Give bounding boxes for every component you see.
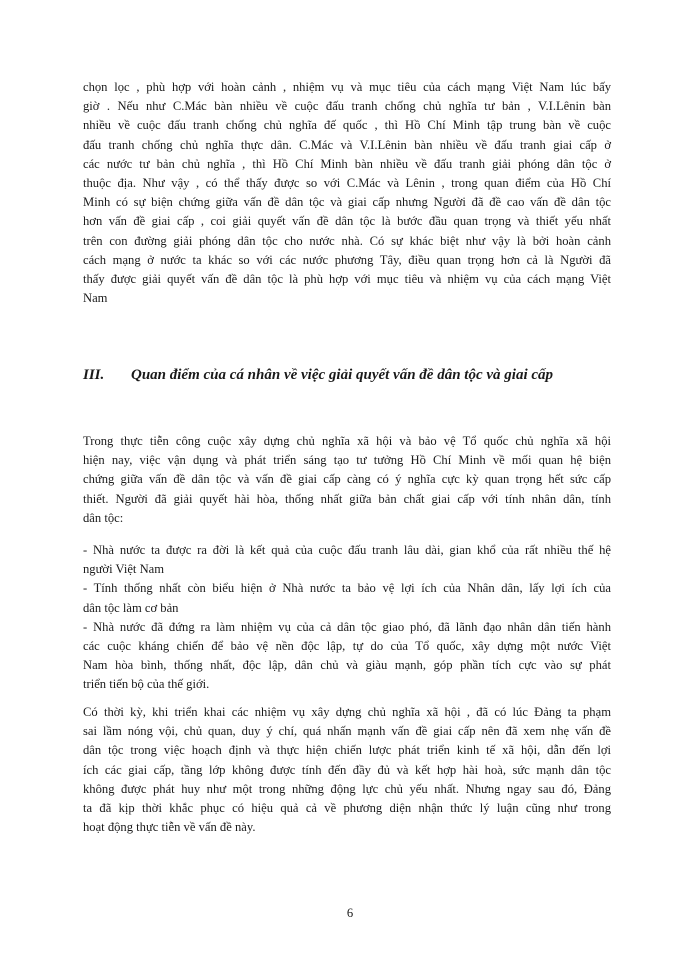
paragraph-party-mistakes — [83, 703, 611, 837]
text-line: ta đã kịp thời khắc phục có hiệu quả cả về phương diện nhận thức lý luận cũng như trong — [83, 801, 611, 816]
bullet-item — [83, 579, 611, 617]
text-line: trên con đường giải phóng dân tộc cho nước nhà. Có sự khác biệt như vậy là bởi hoàn cảnh — [83, 233, 611, 248]
text-line: dân tộc trong việc hoạch định và thực hiện chiến lược phát triển kinh tế xã hội, dẫn đến lợi — [83, 743, 611, 758]
text-line: Minh có sự biện chứng giữa vấn đề dân tộc và giai cấp nhưng Người đã đề cao vấn đề dân tộc — [83, 195, 611, 210]
text-line: giờ . Nếu như C.Mác bàn nhiều về cuộc đấu tranh chống chủ nghĩa tư bản , V.I.Lênin bàn — [83, 99, 611, 114]
text-line: hoạt động thực tiễn về vấn đề này. — [83, 820, 256, 835]
paragraph-hcm-vs-marx-lenin — [83, 78, 611, 308]
text-line: - Tính thống nhất còn biểu hiện ở Nhà nước ta bảo vệ lợi ích của Nhân dân, lấy lợi ích của — [83, 581, 611, 596]
text-line: người Việt Nam — [83, 562, 165, 577]
section-number: III. — [83, 367, 105, 383]
text-line: nhiều về cuộc đấu tranh chống chủ nghĩa đế quốc , thì Hồ Chí Minh tập trung bàn về cuộc — [83, 118, 611, 133]
text-line: ích các giai cấp, tầng lớp không được tính đến đầy đủ và kết hợp hài hoà, sức mạnh dân tộc — [83, 762, 611, 777]
text-line: thuộc địa. Như vậy , có thể thấy được so với C.Mác và Lênin , trong quan điểm của Hồ Chí — [83, 176, 611, 191]
text-line: dân tộc: — [83, 510, 124, 525]
text-line: không được phát huy như một trong những động lực chủ yếu nhất. Nhưng ngay sau đó, Đảng — [83, 781, 611, 796]
text-line: Trong thực tiễn công cuộc xây dựng chủ nghĩa xã hội và bảo vệ Tổ quốc chủ nghĩa xã hội — [83, 434, 611, 448]
text-line: thấy được giải quyết vấn đề dân tộc là phù hợp với mục tiêu và nhiệm vụ của cách mạng Việt — [83, 272, 611, 287]
text-line: các cuộc kháng chiến để bảo vệ nền độc lập, tự do của Tổ quốc, xây dựng một nước Việt — [83, 639, 611, 654]
text-line: Có thời kỳ, khi triển khai các nhiệm vụ xây dựng chủ nghĩa xã hội , đã có lúc Đảng ta phạm — [83, 705, 611, 719]
bullet-item — [83, 541, 611, 579]
text-line: dân tộc làm cơ bản — [83, 600, 179, 615]
page-number: 6 — [346, 906, 354, 920]
text-line: Nam — [83, 291, 108, 306]
text-line: chứng giữa vấn đề dân tộc và vấn đề giai cấp càng có ý nghĩa cực kỳ quan trọng hết sức cấp — [83, 472, 611, 487]
text-line: các nước tư bản chủ nghĩa , thì Hồ Chí Minh bàn nhiều về đấu tranh giải phóng dân tộc ở — [83, 156, 611, 171]
bullet-list — [83, 541, 611, 695]
text-line: đấu tranh chống chủ nghĩa thực dân. C.Mác và V.I.Lênin bàn nhiều về đấu tranh giai cấp ở — [83, 137, 611, 152]
bullet-item — [83, 618, 611, 695]
section-heading — [83, 367, 553, 384]
text-line: hiện nay, việc vận dụng và phát triển sáng tạo tư tưởng Hồ Chí Minh về mối quan hệ biện — [83, 453, 611, 468]
section-title: Quan điểm của cá nhân về việc giải quyết vấn đề dân tộc và giai cấp — [131, 367, 554, 383]
text-line: Nam hòa bình, thống nhất, độc lập, dân chủ và giàu mạnh, góp phần tích cực vào sự phát — [83, 658, 611, 673]
text-line: cách mạng ở nước ta khác so với các nước phương Tây, điều quan trọng hơn cả là Người đã — [83, 252, 611, 267]
text-line: - Nhà nước đã đứng ra làm nhiệm vụ của cả dân tộc giao phó, đã lãnh đạo nhân dân tiến hành — [83, 619, 611, 634]
text-line: sai lầm nóng vội, chủ quan, duy ý chí, quá nhấn mạnh vấn đề giai cấp nên đã xem nhẹ vấn đề — [83, 724, 611, 739]
text-line: - Nhà nước ta được ra đời là kết quả của cuộc đấu tranh lâu dài, gian khổ của rất nhiều thế hệ — [83, 543, 611, 557]
text-line: triển tiến bộ của thế giới. — [83, 677, 210, 692]
text-line: thiết. Người đã giải quyết hài hòa, thống nhất giữa bản chất giai cấp với tính nhân dân, tính — [83, 491, 611, 506]
paragraph-intro — [83, 432, 611, 528]
text-line: hơn vấn đề giai cấp , coi giải quyết vấn đề dân tộc là bước đầu quan trọng và thiết yếu nhất — [83, 214, 611, 229]
text-line: chọn lọc , phù hợp với hoàn cảnh , nhiệm vụ và mục tiêu của cách mạng Việt Nam lúc bấy — [83, 80, 611, 94]
